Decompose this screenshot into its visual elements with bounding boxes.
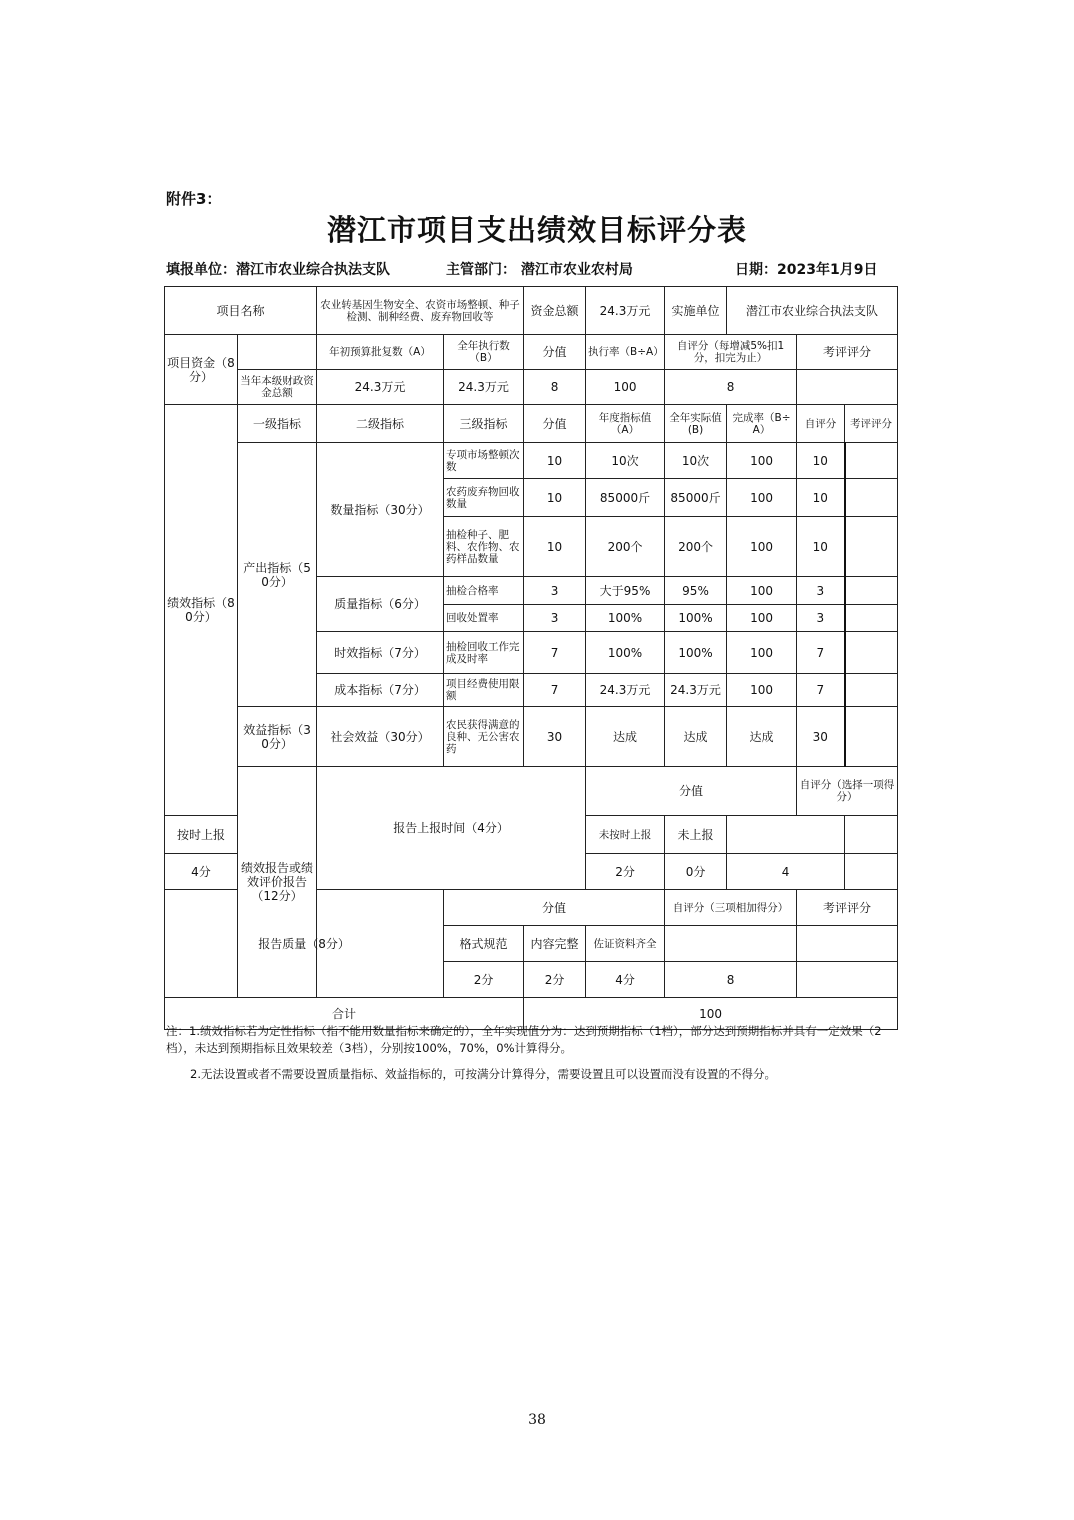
empty-cell — [845, 854, 898, 890]
indicator-rate: 100 — [727, 479, 797, 517]
indicator-name: 回收处置率 — [444, 605, 524, 632]
indicator-rate: 100 — [727, 443, 797, 479]
project-funds-label: 项目资金（8分） — [165, 335, 238, 405]
report-time-score: 2分 — [586, 854, 665, 890]
table-row — [165, 707, 898, 767]
indicator-target: 100% — [586, 632, 665, 674]
page-title: 潜江市项目支出绩效目标评分表 — [326, 213, 747, 247]
indicator-actual: 24.3万元 — [665, 674, 727, 707]
table-row — [165, 443, 898, 479]
indicator-actual: 95% — [665, 577, 727, 605]
budget-value: 24.3万元 — [317, 370, 444, 405]
indicator-score: 10 — [524, 479, 586, 517]
indicator-rate: 达成 — [727, 707, 797, 767]
report-time-score: 0分 — [665, 854, 727, 890]
indicator-rate: 100 — [727, 674, 797, 707]
time-indicator-label: 时效指标（7分） — [317, 632, 444, 674]
rate-value: 100 — [586, 370, 665, 405]
header-cell: 三级指标 — [444, 405, 524, 443]
header-cell: 年度指标值（A） — [586, 405, 665, 443]
report-review-label: 考评评分 — [797, 890, 898, 926]
social-benefit-label: 社会效益（30分） — [317, 707, 444, 767]
empty-cell — [845, 816, 898, 854]
report-section-label: 绩效报告或绩效评价报告（12分） — [238, 767, 317, 998]
report-quality-self-score: 8 — [665, 962, 797, 998]
page-number: 38 — [528, 1412, 546, 1428]
indicator-target: 100% — [586, 605, 665, 632]
indicator-rate: 100 — [727, 632, 797, 674]
quantity-indicator-label: 数量指标（30分） — [317, 443, 444, 577]
indicator-self: 3 — [797, 605, 845, 632]
indicator-score: 30 — [524, 707, 586, 767]
header-cell: 二级指标 — [317, 405, 444, 443]
indicator-target: 24.3万元 — [586, 674, 665, 707]
report-quality-score: 4分 — [586, 962, 665, 998]
indicator-review — [845, 605, 898, 632]
cost-indicator-label: 成本指标（7分） — [317, 674, 444, 707]
indicator-actual: 达成 — [665, 707, 727, 767]
table-row — [165, 405, 898, 443]
output-indicator-label: 产出指标（50分） — [238, 443, 317, 707]
indicator-target: 10次 — [586, 443, 665, 479]
indicator-review — [845, 632, 898, 674]
report-time-self-label: 自评分（选择一项得分） — [797, 767, 898, 816]
indicator-target: 85000斤 — [586, 479, 665, 517]
indicator-name: 农民获得满意的良种、无公害农药 — [444, 707, 524, 767]
table-row — [165, 287, 898, 335]
indicator-score: 10 — [524, 443, 586, 479]
exec-label: 全年执行数（B） — [444, 335, 524, 370]
benefit-indicator-label: 效益指标（30分） — [238, 707, 317, 767]
total-value: 100 — [524, 998, 898, 1030]
header-cell: 全年实际值(B) — [665, 405, 727, 443]
indicator-target: 达成 — [586, 707, 665, 767]
indicator-actual: 100% — [665, 632, 727, 674]
indicator-rate: 100 — [727, 577, 797, 605]
exec-value: 24.3万元 — [444, 370, 524, 405]
header-cell: 分值 — [524, 405, 586, 443]
indicator-review — [845, 443, 898, 479]
report-time-self-score: 4 — [727, 854, 845, 890]
indicator-review — [845, 577, 898, 605]
indicator-score: 3 — [524, 605, 586, 632]
project-name-label: 项目名称 — [165, 287, 317, 335]
indicator-self: 3 — [797, 577, 845, 605]
indicator-name: 抽检合格率 — [444, 577, 524, 605]
header-cell: 完成率（B÷A） — [727, 405, 797, 443]
indicator-actual: 85000斤 — [665, 479, 727, 517]
note-1: 注：1.绩效指标若为定性指标（指不能用数量指标来确定的），全年实现值分为：达到预期指标（1档），部分达到预期指标并具有一定效果（2档），未达到预期指标且效果较差（3档），分别按100%，70%，0%计算得分。 — [166, 1024, 882, 1055]
self-score-label: 自评分（每增减5%扣1分，扣完为止） — [665, 335, 797, 370]
empty-cell — [238, 335, 317, 370]
indicator-score: 10 — [524, 517, 586, 577]
indicator-actual: 100% — [665, 605, 727, 632]
report-time-option: 未上报 — [665, 816, 727, 854]
report-score-label: 分值 — [586, 767, 797, 816]
indicator-name: 抽检种子、肥料、农作物、农药样品数量 — [444, 517, 524, 577]
indicator-self: 10 — [797, 443, 845, 479]
indicator-self: 7 — [797, 632, 845, 674]
report-quality-option: 格式规范 — [444, 926, 524, 962]
budget-label: 年初预算批复数（A） — [317, 335, 444, 370]
header-cell: 自评分 — [797, 405, 845, 443]
indicator-name: 农药废弃物回收数量 — [444, 479, 524, 517]
score-table — [164, 286, 898, 1030]
report-time-option: 按时上报 — [165, 816, 238, 854]
project-name: 农业转基因生物安全、农资市场整顿、种子检测、制种经费、废弃物回收等 — [317, 287, 524, 335]
indicator-self: 10 — [797, 479, 845, 517]
perf-indicators-label: 绩效指标（80分） — [165, 405, 238, 816]
report-time-score: 4分 — [165, 854, 238, 890]
table-row — [165, 370, 898, 405]
quality-indicator-label: 质量指标（6分） — [317, 577, 444, 632]
indicator-name: 项目经费使用限额 — [444, 674, 524, 707]
indicator-review — [845, 674, 898, 707]
report-quality-option: 佐证资料齐全 — [586, 926, 665, 962]
report-quality-option: 内容完整 — [524, 926, 586, 962]
indicator-target: 200个 — [586, 517, 665, 577]
table-row — [165, 767, 898, 816]
fund-total-label: 资金总额 — [524, 287, 586, 335]
empty-cell — [797, 926, 898, 962]
supervising-department: 主管部门： 潜江市农业农村局 — [446, 262, 633, 278]
indicator-review — [845, 517, 898, 577]
score-label: 分值 — [524, 335, 586, 370]
impl-unit: 潜江市农业综合执法支队 — [727, 287, 898, 335]
indicator-rate: 100 — [727, 605, 797, 632]
table-row — [165, 335, 898, 370]
report-score-label: 分值 — [444, 890, 665, 926]
report-quality-score: 2分 — [444, 962, 524, 998]
indicator-review — [845, 479, 898, 517]
empty-cell — [665, 926, 797, 962]
self-score-value: 8 — [665, 370, 797, 405]
review-score-value — [797, 370, 898, 405]
reporting-unit: 填报单位：潜江市农业综合执法支队 — [166, 262, 390, 278]
score-value: 8 — [524, 370, 586, 405]
total-label: 合计 — [165, 998, 524, 1030]
indicator-actual: 200个 — [665, 517, 727, 577]
fiscal-fund-label: 当年本级财政资金总额 — [238, 370, 317, 405]
exec-rate-label: 执行率（B÷A） — [586, 335, 665, 370]
indicator-rate: 100 — [727, 517, 797, 577]
indicator-score: 7 — [524, 632, 586, 674]
report-date: 日期：2023年1月9日 — [735, 262, 878, 278]
indicator-self: 7 — [797, 674, 845, 707]
note-2: 2.无法设置或者不需要设置质量指标、效益指标的，可按满分计算得分，需要设置且可以设置而没有设置的不得分。 — [190, 1067, 776, 1081]
empty-cell — [797, 962, 898, 998]
header-cell: 一级指标 — [238, 405, 317, 443]
indicator-self: 10 — [797, 517, 845, 577]
indicator-self: 30 — [797, 707, 845, 767]
review-score-label: 考评评分 — [797, 335, 898, 370]
indicator-target: 大于95% — [586, 577, 665, 605]
header-cell: 考评评分 — [845, 405, 898, 443]
indicator-name: 专项市场整顿次数 — [444, 443, 524, 479]
indicator-review — [845, 707, 898, 767]
report-quality-self-label: 自评分（三项相加得分） — [665, 890, 797, 926]
impl-unit-label: 实施单位 — [665, 287, 727, 335]
report-quality-label: 报告质量（8分） — [165, 890, 444, 998]
indicator-score: 7 — [524, 674, 586, 707]
empty-cell — [727, 816, 845, 854]
indicator-score: 3 — [524, 577, 586, 605]
attachment-label: 附件3： — [166, 190, 222, 208]
report-time-option: 未按时上报 — [586, 816, 665, 854]
indicator-name: 抽检回收工作完成及时率 — [444, 632, 524, 674]
fund-total: 24.3万元 — [586, 287, 665, 335]
indicator-actual: 10次 — [665, 443, 727, 479]
report-time-label: 报告上报时间（4分） — [317, 767, 586, 890]
report-quality-score: 2分 — [524, 962, 586, 998]
